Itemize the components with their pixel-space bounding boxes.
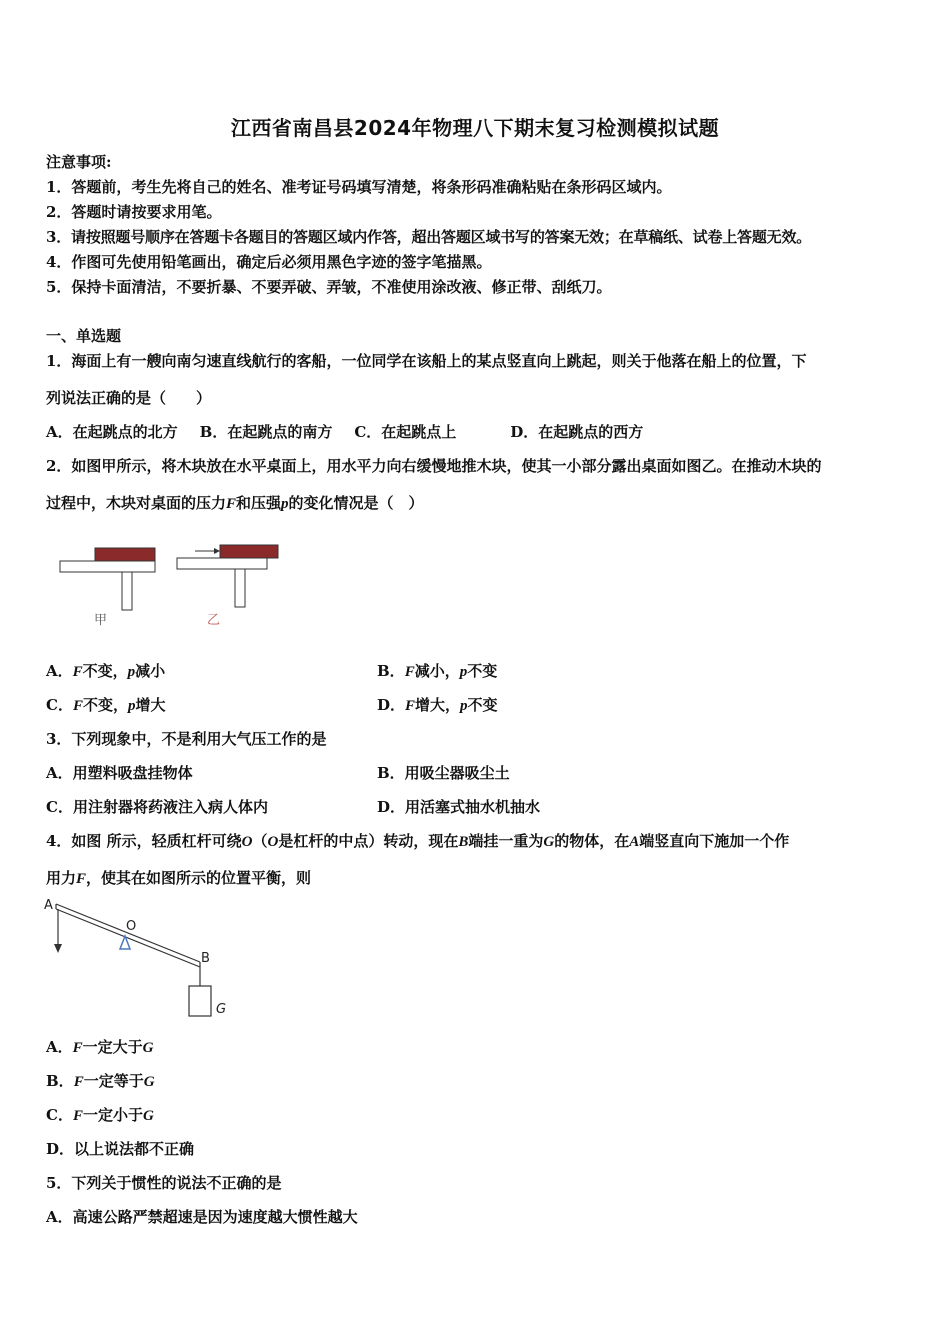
var-p: p — [281, 496, 289, 512]
notice-item: 2．答题时请按要求用笔。 — [46, 203, 222, 221]
section-heading: 一、单选题 — [46, 327, 122, 345]
table-leg-jia — [122, 572, 132, 610]
q2-option-b[interactable]: B．F减小，p不变 — [377, 662, 498, 680]
page-title: 江西省南昌县2024年物理八下期末复习检测模拟试题 — [230, 116, 720, 140]
q2-stem-line1: 2．如图甲所示，将木块放在水平桌面上，用水平力向右缓慢地推木块，使其一小部分露出桌面如图乙。在推动木块的 — [46, 457, 822, 475]
q1-stem-line1: 1．海面上有一艘向南匀速直线航行的客船，一位同学在该船上的某点竖直向上跳起，则关于他落在船上的位置，下 — [46, 352, 807, 370]
push-arrowhead — [214, 548, 220, 554]
q3-option-b[interactable]: B．用吸尘器吸尘土 — [377, 764, 510, 782]
q4-lever-figure — [40, 896, 240, 1021]
q4-option-a[interactable]: A．F一定大于G — [46, 1038, 154, 1056]
q2-option-c[interactable]: C．F不变，p增大 — [46, 696, 166, 714]
table-top-yi — [177, 558, 267, 569]
var-F: F — [226, 496, 237, 512]
q5-option-a[interactable]: A．高速公路严禁超速是因为速度越大惯性越大 — [46, 1208, 358, 1226]
q4-stem-line1: 4．如图 所示，轻质杠杆可绕O（O是杠杆的中点）转动，现在B端挂一重为G的物体，在A端竖直向下施加一个作 — [46, 832, 790, 850]
label-g: G — [216, 1002, 227, 1017]
label-a: A — [44, 898, 53, 913]
q2-option-d[interactable]: D．F增大，p不变 — [377, 696, 498, 714]
notice-heading: 注意事项: — [46, 153, 112, 171]
q4-option-c[interactable]: C．F一定小于G — [46, 1106, 154, 1124]
q2-option-a[interactable]: A．F不变，p减小 — [46, 662, 166, 680]
weight-box — [189, 986, 211, 1016]
fig-label-jia: 甲 — [94, 613, 108, 628]
force-arrowhead — [54, 944, 62, 953]
q2-text: 和压强 — [236, 494, 282, 512]
notice-item: 5．保持卡面清洁，不要折暴、不要弄破、弄皱，不准使用涂改液、修正带、刮纸刀。 — [46, 278, 612, 296]
table-top-jia — [60, 561, 155, 572]
block-jia — [95, 548, 155, 561]
notice-item: 4．作图可先使用铅笔画出，确定后必须用黑色字迹的签字笔描黑。 — [46, 253, 492, 271]
q3-stem: 3．下列现象中，不是利用大气压工作的是 — [46, 730, 327, 748]
q4-stem-line2: 用力F，使其在如图所示的位置平衡，则 — [46, 869, 312, 887]
q3-option-c[interactable]: C．用注射器将药液注入病人体内 — [46, 798, 268, 816]
q4-option-b[interactable]: B．F一定等于G — [46, 1072, 155, 1090]
q3-option-a[interactable]: A．用塑料吸盘挂物体 — [46, 764, 193, 782]
q1-option-d[interactable]: D．在起跳点的西方 — [510, 423, 644, 441]
table-leg-yi — [235, 569, 245, 607]
q1-options — [46, 422, 643, 442]
label-b: B — [201, 951, 210, 966]
q1-stem-line2: 列说法正确的是（ ） — [46, 389, 212, 407]
block-yi — [220, 545, 278, 558]
label-o: O — [126, 919, 137, 934]
q1-option-a[interactable]: A．在起跳点的北方 — [46, 423, 178, 441]
q2-text: 的变化情况是（ ） — [288, 494, 424, 512]
notice-item: 3．请按照题号顺序在答题卡各题目的答题区域内作答，超出答题区域书写的答案无效；在草稿纸、试卷上答题无效。 — [46, 228, 812, 246]
q2-text: 过程中，木块对桌面的压力 — [46, 494, 227, 512]
notice-item: 1．答题前，考生先将自己的姓名、准考证号码填写清楚，将条形码准确粘贴在条形码区域内。 — [46, 178, 672, 196]
q3-option-d[interactable]: D．用活塞式抽水机抽水 — [377, 798, 541, 816]
fig-label-yi: 乙 — [207, 613, 221, 628]
q1-option-c[interactable]: C．在起跳点上 — [354, 423, 457, 441]
q1-option-b[interactable]: B．在起跳点的南方 — [199, 423, 333, 441]
q5-stem: 5．下列关于惯性的说法不正确的是 — [46, 1174, 282, 1192]
q2-stem-line2 — [46, 493, 424, 514]
q4-option-d[interactable]: D．以上说法都不正确 — [46, 1140, 195, 1158]
q2-figure — [55, 540, 295, 640]
lever-bottom — [56, 909, 200, 967]
